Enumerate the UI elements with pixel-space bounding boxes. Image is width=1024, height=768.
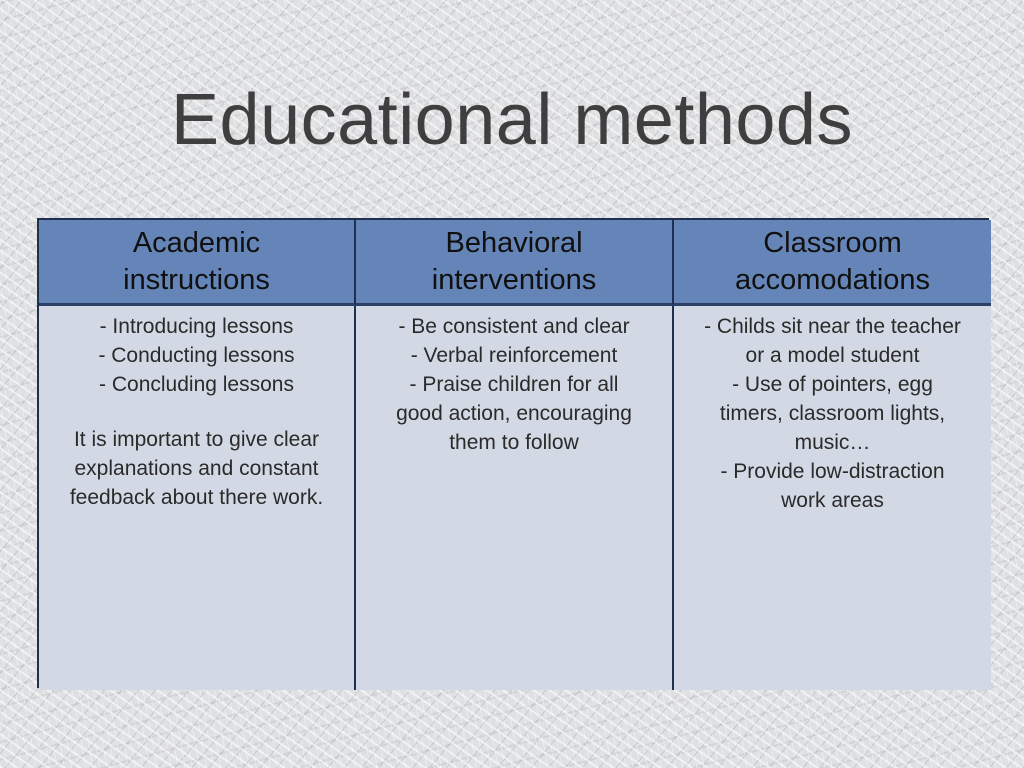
list-item: work areas: [781, 489, 884, 512]
list-item: - Concluding lessons: [99, 373, 294, 396]
body-classroom-accomodations: [674, 306, 991, 690]
list-item: - Praise children for all: [409, 373, 619, 396]
list-item: - Use of pointers, egg: [732, 373, 933, 396]
list-item: - Introducing lessons: [99, 315, 294, 338]
header-academic-instructions: [39, 220, 356, 306]
body-behavioral-interventions: [356, 306, 674, 690]
methods-table: [37, 218, 989, 688]
header-behavioral-interventions: [356, 220, 674, 306]
header-line: accomodations: [734, 263, 931, 296]
note-line: feedback about there work.: [69, 486, 324, 509]
list-item: - Childs sit near the teacher: [704, 315, 961, 338]
list-item: - Conducting lessons: [98, 344, 295, 367]
header-line: instructions: [123, 263, 270, 296]
note-line: It is important to give clear: [73, 428, 320, 451]
note-line: explanations and constant: [74, 457, 319, 480]
list-item: - Provide low-distraction: [720, 460, 945, 483]
list-item: music…: [794, 431, 871, 454]
list-item: - Verbal reinforcement: [410, 344, 618, 367]
list-item: them to follow: [449, 431, 579, 454]
list-item: timers, classroom lights,: [719, 402, 946, 425]
header-classroom-accomodations: [674, 220, 991, 306]
body-academic-instructions: [39, 306, 356, 690]
list-item: - Be consistent and clear: [398, 315, 630, 338]
header-line: Academic: [132, 226, 261, 259]
list-item: good action, encouraging: [396, 402, 632, 425]
header-line: Behavioral: [445, 226, 583, 259]
list-item: or a model student: [745, 344, 920, 367]
slide-title: Educational methods: [171, 80, 853, 160]
header-line: Classroom: [763, 226, 902, 259]
header-line: interventions: [431, 263, 597, 296]
